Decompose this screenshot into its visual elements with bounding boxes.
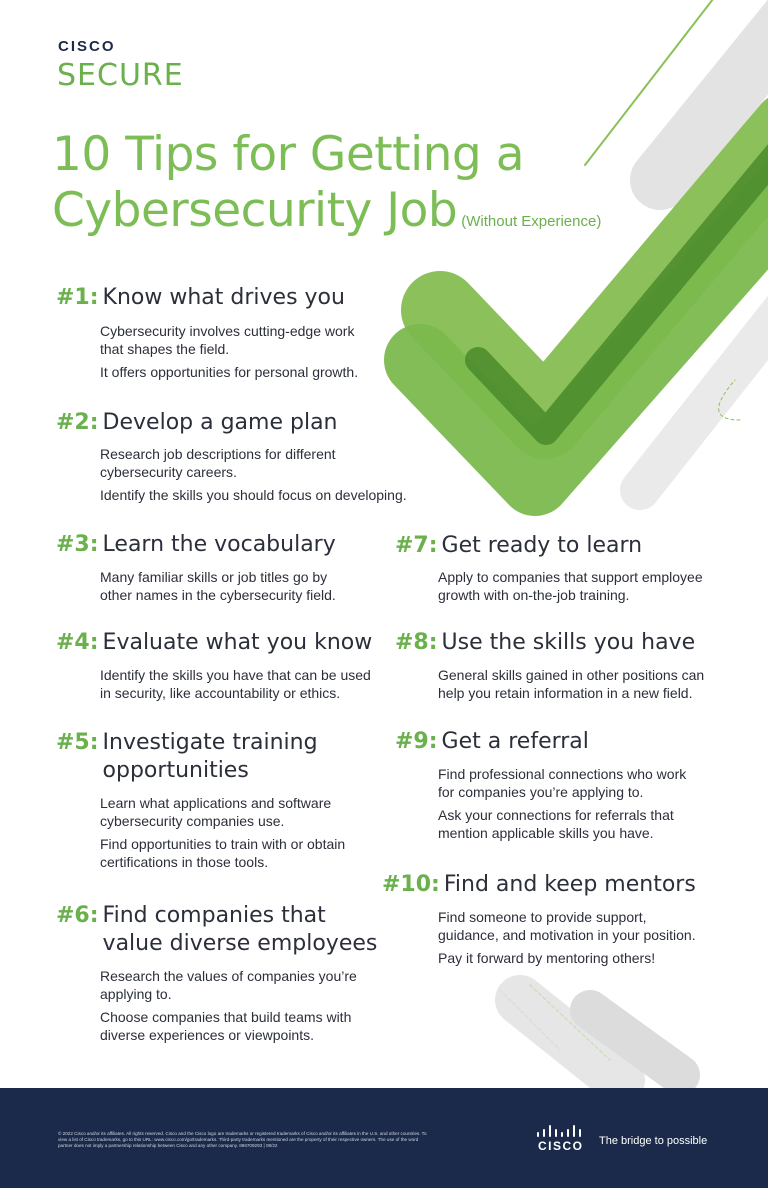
tip-number: #5: [56,730,99,755]
footer-cisco-logo: CISCO [538,1139,584,1153]
tip-text: for companies you’re applying to. [438,784,644,800]
tip-text: Many familiar skills or job titles go by [100,569,328,585]
secure-wordmark: SECURE [57,58,184,93]
title-line-1: 10 Tips for Getting a [52,127,525,182]
tip-4 [56,629,372,702]
title-subtitle: (Without Experience) [461,213,602,230]
tip-text: that shapes the field. [100,341,230,357]
tip-7 [395,532,703,604]
tip-9 [395,728,686,842]
tip-text: General skills gained in other positions can [438,667,705,683]
tip-heading: Know what drives you [102,285,345,310]
tip-number: #9: [395,729,438,754]
tip-heading-line: value diverse employees [102,931,378,956]
tip-text: Ask your connections for referrals that [438,807,674,823]
tip-2 [56,409,407,504]
tip-text: other names in the cybersecurity field. [100,587,336,603]
tip-3 [56,531,336,604]
tip-text: cybersecurity companies use. [100,813,285,829]
cisco-bridge-icon [536,1124,584,1138]
tip-text: Choose companies that build teams with [100,1009,352,1025]
tip-text: Identify the skills you have that can be used [100,667,371,683]
tip-text: Pay it forward by mentoring others! [438,950,656,966]
tip-heading-line: Investigate training [102,730,318,755]
tip-heading: Use the skills you have [441,630,696,655]
tip-heading [103,729,318,785]
tip-5 [56,729,345,871]
tip-8 [395,629,704,702]
tip-text: growth with on-the-job training. [438,587,630,603]
tip-text: help you retain information in a new field. [438,685,693,701]
tip-text: It offers opportunities for personal growth. [100,364,359,380]
tip-heading: Evaluate what you know [102,630,373,655]
tip-heading: Learn the vocabulary [102,532,336,557]
tip-heading-line: opportunities [102,758,249,783]
tip-text: Find professional connections who work [438,766,687,782]
tip-number: #1: [56,285,99,310]
page-title [52,127,601,250]
tip-text: Research the values of companies you’re [100,968,357,984]
tip-number: #8: [395,630,438,655]
tip-number: #2: [56,410,99,435]
tip-10 [382,871,696,967]
tip-text: Find opportunities to train with or obtain [100,836,346,852]
tip-heading: Get a referral [441,729,589,754]
tip-text: applying to. [100,986,172,1002]
tip-text: certifications in those tools. [100,854,269,870]
tip-text: cybersecurity careers. [100,464,237,480]
title-line-2: Cybersecurity Job [52,183,458,238]
footer-tagline: The bridge to possible [599,1135,708,1147]
tip-heading: Develop a game plan [102,410,338,435]
tip-text: Research job descriptions for different [100,446,336,462]
tip-number: #3: [56,532,99,557]
tip-number: #10: [382,872,440,897]
tip-text: Identify the skills you should focus on developing. [100,487,407,503]
tip-heading [103,902,378,958]
tip-text: mention applicable skills you have. [438,825,654,841]
tip-number: #7: [395,533,438,558]
tip-text: Learn what applications and software [100,795,332,811]
tip-text: guidance, and motivation in your position. [438,927,696,943]
tip-heading-line: Find companies that [102,903,326,928]
tip-number: #6: [56,903,99,928]
tip-heading: Get ready to learn [441,533,643,558]
tip-text: in security, like accountability or ethics. [100,685,341,701]
tip-text: Find someone to provide support, [438,909,647,925]
tip-6 [56,902,377,1044]
legal-text: © 2022 Cisco and/or its affiliates. All rights reserved. Cisco and the Cisco logo are trademarks or registered trademarks of Cisco and/or its affiliates in the U.S. and other countries. To view a list of Cisco trademarks, go to this URL: www.cisco.com/go/trademarks. Third-party trademarks mentioned are the property of their respective owners. The use of the word partner does not imply a partnership relationship between Cisco and any other company. 886709293 | 08/22 [58,1131,427,1148]
cisco-wordmark: CISCO [58,38,116,55]
tip-number: #4: [56,630,99,655]
tip-1 [56,284,358,381]
tip-heading: Find and keep mentors [443,872,696,897]
tip-text: Cybersecurity involves cutting-edge work [100,323,355,339]
tip-text: Apply to companies that support employee [438,569,703,585]
tip-text: diverse experiences or viewpoints. [100,1027,314,1043]
